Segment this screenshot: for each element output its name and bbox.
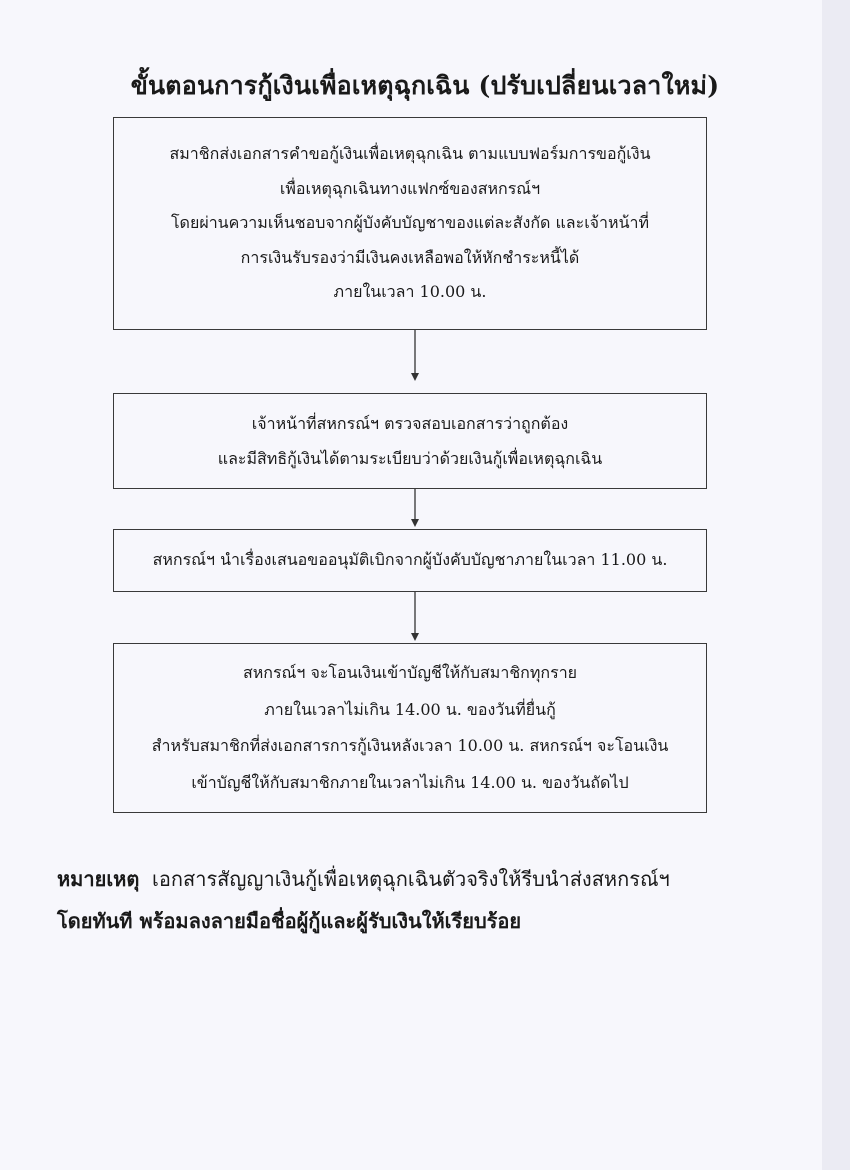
step-1-line-2: เพื่อเหตุฉุกเฉินทางแฟกซ์ของสหกรณ์ฯ — [279, 178, 541, 198]
note-text-2: โดยทันที พร้อมลงลายมือชื่อผู้กู้และผู้รับเงินให้เรียบร้อย — [57, 909, 522, 933]
note-text-1: เอกสารสัญญาเงินกู้เพื่อเหตุฉุกเฉินตัวจริงให้รีบนำส่งสหกรณ์ฯ — [152, 867, 670, 891]
step-1-line-5: ภายในเวลา 10.00 น. — [333, 282, 487, 302]
flow-step-2-box — [113, 393, 707, 489]
step-4-line-4: เข้าบัญชีให้กับสมาชิกภายในเวลาไม่เกิน 14.00 น. ของวันถัดไป — [191, 772, 629, 792]
flow-step-1-box — [113, 117, 707, 330]
flow-arrow-1 — [411, 330, 419, 381]
step-4-line-3: สำหรับสมาชิกที่ส่งเอกสารการกู้เงินหลังเวลา 10.00 น. สหกรณ์ฯ จะโอนเงิน — [151, 736, 669, 755]
page-edge-strip — [822, 0, 850, 1170]
step-1-line-1: สมาชิกส่งเอกสารคำขอกู้เงินเพื่อเหตุฉุกเฉิน ตามแบบฟอร์มการขอกู้เงิน — [169, 144, 651, 164]
flow-step-4-box — [113, 643, 707, 813]
step-2-line-2: และมีสิทธิกู้เงินได้ตามระเบียบว่าด้วยเงินกู้เพื่อเหตุฉุกเฉิน — [217, 449, 603, 468]
step-1-line-4: การเงินรับรองว่ามีเงินคงเหลือพอให้หักชำระหนี้ได้ — [240, 247, 580, 267]
note-section — [57, 858, 670, 942]
flow-arrow-3 — [411, 592, 419, 641]
flow-step-3-box — [113, 529, 707, 592]
note-line-1 — [57, 858, 670, 900]
step-1-line-3: โดยผ่านความเห็นชอบจากผู้บังคับบัญชาของแต่ละสังกัด และเจ้าหน้าที่ — [170, 213, 650, 233]
step-4-line-1: สหกรณ์ฯ จะโอนเงินเข้าบัญชีให้กับสมาชิกทุกราย — [242, 663, 578, 682]
flow-arrow-2 — [411, 489, 419, 527]
step-3-line-1: สหกรณ์ฯ นำเรื่องเสนอขออนุมัติเบิกจากผู้บังคับบัญชาภายในเวลา 11.00 น. — [152, 550, 668, 569]
step-4-line-2: ภายในเวลาไม่เกิน 14.00 น. ของวันที่ยื่นกู้ — [264, 699, 556, 719]
note-label: หมายเหตุ — [57, 867, 140, 891]
step-2-line-1: เจ้าหน้าที่สหกรณ์ฯ ตรวจสอบเอกสารว่าถูกต้อง — [251, 414, 569, 433]
page-title: ขั้นตอนการกู้เงินเพื่อเหตุฉุกเฉิน (ปรับเปลี่ยนเวลาใหม่) — [130, 71, 720, 100]
